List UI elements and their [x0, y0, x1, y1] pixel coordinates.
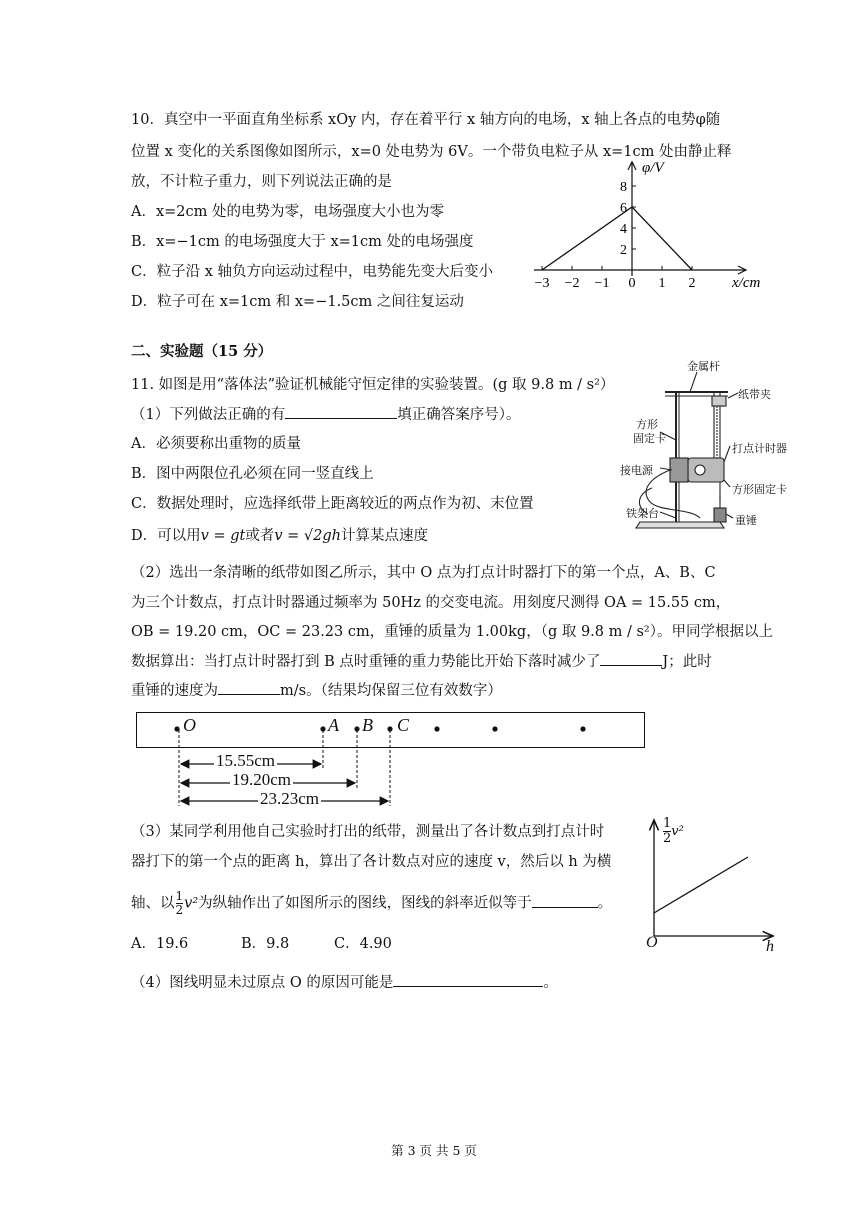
graph3-fraction-num: 1	[663, 816, 672, 831]
label-tape-clip: 纸带夹	[738, 388, 771, 401]
label-fixing-card: 固定卡	[633, 432, 666, 445]
v-squared: v²	[184, 895, 199, 912]
graph3-fraction-den: 2	[663, 831, 672, 846]
label-metal-rod: 金属杆	[687, 360, 720, 373]
q11-part2-line1: （2）选出一条清晰的纸带如图乙所示，其中 O 点为打点计时器打下的第一个点，A、B、C	[131, 565, 716, 581]
q11-option-d-suffix: 计算某点速度	[340, 528, 428, 544]
phi-y-tick-label: 2	[620, 243, 627, 258]
answer-blank-5[interactable]	[393, 972, 543, 987]
q11-part2-line3: OB = 19.20 cm，OC = 23.23 cm，重锤的质量为 1.00kg，（g 取 9.8 m / s²）。甲同学根据以上	[131, 624, 773, 640]
dim-label-oa: 15.55cm	[216, 751, 276, 770]
fraction-half	[176, 890, 184, 917]
phi-x-tick-label: 2	[688, 276, 696, 291]
q11-part4-suffix: 。	[543, 975, 558, 991]
q10-line1: 10．真空中一平面直角坐标系 xOy 内，存在着平行 x 轴方向的电场，x 轴上各点的电势φ随	[131, 112, 721, 128]
q11-part4-prefix: （4）图线明显未过原点 O 的原因可能是	[131, 975, 394, 991]
label-square-fixing-card: 方形固定卡	[732, 483, 787, 496]
q10-option-b: B．x=−1cm 的电场强度大于 x=1cm 处的电场强度	[131, 234, 474, 250]
label-square: 方形	[636, 418, 658, 431]
q11-part4	[131, 972, 558, 993]
phi-x-tick-label: −1	[594, 276, 610, 291]
label-iron-stand: 铁架台	[626, 507, 659, 520]
graph3-x-label: h	[766, 938, 774, 955]
formula-gt: v = gt	[200, 528, 246, 544]
dim-label-oc: 23.23cm	[260, 789, 320, 808]
q11-part1	[131, 404, 520, 425]
q11-option-d-prefix: D．可以用	[131, 528, 201, 544]
phi-x-label: x/cm	[732, 275, 761, 291]
q11-part1-prefix: （1）下列做法正确的有	[131, 407, 286, 423]
q11-part3-option-b: B．9.8	[241, 936, 290, 952]
phi-y-tick-label: 6	[620, 201, 627, 216]
q11-part3-line3-suffix: 为纵轴作出了如图所示的图线，图线的斜率近似等于	[198, 895, 532, 912]
graph3-line	[654, 857, 748, 913]
dim-label-ob: 19.20cm	[232, 770, 292, 789]
q11-part2-line2: 为三个计数点，打点计时器通过频率为 50Hz 的交变电流。用刻度尺测得 OA = 15.55 cm，	[131, 595, 731, 611]
graph3-y-var: v²	[671, 824, 684, 839]
phi-x-tick-label: −2	[564, 276, 580, 291]
phi-y-tick-label: 8	[620, 180, 627, 195]
q11-option-d-mid: 或者	[245, 528, 275, 544]
tape-label-a: A	[328, 715, 339, 735]
graph3-y-label	[663, 817, 684, 846]
q11-part3-line3: 轴、以 $\frac{1}{2}$ v²为纵轴作出了如图所示的图线，图线的斜率近似等于 。	[131, 889, 613, 917]
q11-part3-option-a: A．19.6	[131, 936, 189, 952]
q11-part2-line4	[131, 651, 712, 672]
q11-part2-line4-prefix: 数据算出：当打点计时器打到 B 点时重锤的重力势能比开始下落时减少了	[131, 654, 601, 670]
paper-tape	[136, 712, 645, 748]
q11-part3-option-c: C．4.90	[334, 936, 392, 952]
q11-intro: 11. 如图是用“落体法”验证机械能守恒定律的实验装置。(g 取 9.8 m / s²）	[131, 377, 615, 393]
q10-option-a: A．x=2cm 处的电势为零，电场强度大小也为零	[131, 204, 445, 220]
label-heavy-weight: 重锤	[735, 514, 757, 527]
q11-part1-suffix: 填正确答案序号）。	[397, 407, 521, 423]
q11-part3-line3-prefix: 轴、以	[131, 895, 175, 912]
page-footer: 第 3 页 共 5 页	[391, 1143, 477, 1158]
tape-label-c: C	[397, 715, 410, 735]
q11-option-a: A．必须要称出重物的质量	[131, 436, 301, 452]
q11-part3-line2: 器打下的第一个点的距离 h，算出了各计数点对应的速度 v，然后以 h 为横	[131, 854, 612, 870]
answer-blank-3[interactable]	[218, 680, 280, 695]
phi-series-line	[542, 207, 692, 270]
q10-option-c: C．粒子沿 x 轴负方向运动过程中，电势能先变大后变小	[131, 264, 493, 280]
answer-blank-1[interactable]	[285, 404, 397, 419]
label-timer: 打点计时器	[732, 442, 787, 455]
q11-part2-line4-suffix: J；此时	[662, 654, 712, 670]
phi-y-tick-label: 4	[620, 222, 627, 237]
fraction-den: 2	[175, 903, 184, 917]
q11-part3-line1: （3）某同学利用他自己实验时打出的纸带，测量出了各计数点到打点计时	[131, 824, 605, 840]
phi-x-tick-label: −3	[534, 276, 550, 291]
formula-sqrt: v = √2gh	[274, 528, 341, 544]
tape-label-o: O	[183, 715, 196, 735]
phi-x-tick-label: 1	[658, 276, 666, 291]
q11-part2-line5-suffix: m/s。（结果均保留三位有效数字）	[280, 683, 502, 699]
q10-line3: 放，不计粒子重力，则下列说法正确的是	[131, 174, 392, 190]
phi-y-axis-arrow	[628, 162, 636, 170]
phi-y-label: φ/V	[642, 159, 664, 176]
q11-part2-line5-prefix: 重锤的速度为	[131, 683, 218, 699]
tape-label-b: B	[362, 715, 373, 735]
q11-option-d	[131, 526, 428, 546]
graph3-origin: O	[646, 934, 658, 951]
section-title: 二、实验题（15 分）	[131, 343, 273, 360]
q10-option-d: D．粒子可在 x=1cm 和 x=−1.5cm 之间往复运动	[131, 294, 464, 310]
answer-blank-4[interactable]	[532, 893, 598, 908]
answer-blank-2[interactable]	[600, 651, 662, 666]
fraction-num: 1	[175, 889, 184, 903]
q11-option-c: C．数据处理时，应选择纸带上距离较近的两点作为初、末位置	[131, 496, 534, 512]
label-power: 接电源	[620, 464, 653, 477]
q10-line2: 位置 x 变化的关系图像如图所示，x=0 处电势为 6V。一个带负电粒子从 x=1cm 处由静止释	[131, 144, 732, 160]
q11-part2-line5	[131, 680, 502, 701]
q11-option-b: B．图中两限位孔必须在同一竖直线上	[131, 466, 374, 482]
phi-x-axis-arrow	[738, 266, 746, 274]
phi-x-tick-label: 0	[628, 276, 636, 291]
